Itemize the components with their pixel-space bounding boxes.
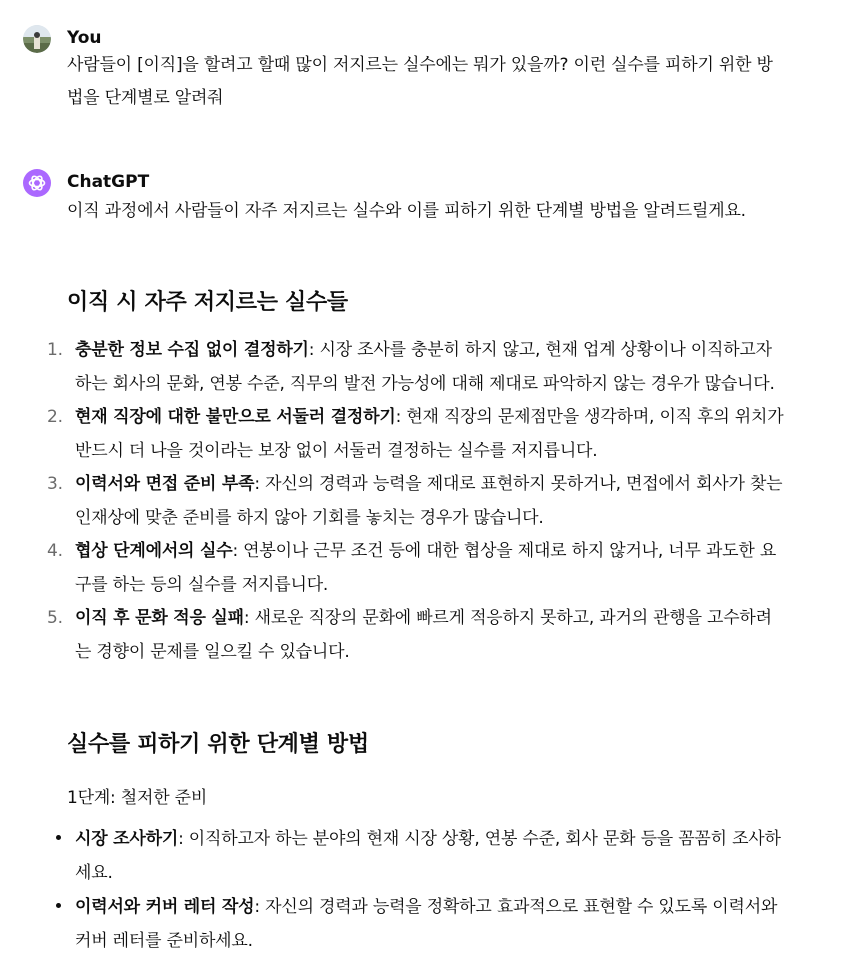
user-message-text: [67, 49, 787, 115]
section-heading-steps-wrap: [67, 730, 787, 760]
user-author-name: You: [67, 28, 102, 48]
mistake-title: 협상 단계에서의 실수: [75, 541, 233, 561]
mistake-item: [47, 334, 787, 401]
list-number: 5.: [47, 608, 63, 628]
step1-list-wrap: [67, 822, 787, 958]
user-avatar-photo-icon: [23, 25, 51, 53]
user-prompt: 사람들이 [이직]을 할려고 할때 많이 저지르는 실수에는 뭐가 있을까? 이런 실수를 피하기 위한 방법을 단계별로 알려줘: [67, 55, 773, 108]
mistake-desc: : 시장 조사를 충분히 하지 않고, 현재 업계 상황이나 이직하고자 하는 회사의 문화, 연봉 수준, 직무의 발전 가능성에 대해 제대로 파악하지 않는 경우가 많습니다.: [75, 340, 775, 394]
assistant-author-name: ChatGPT: [67, 172, 150, 192]
list-number: 3.: [47, 474, 63, 494]
mistake-title: 충분한 정보 수집 없이 결정하기: [75, 340, 309, 360]
mistakes-list: [47, 334, 787, 669]
list-number: 4.: [47, 541, 63, 561]
mistake-desc: : 연봉이나 근무 조건 등에 대한 협상을 제대로 하지 않거나, 너무 과도한 요구를 하는 등의 실수를 저지릅니다.: [75, 541, 777, 595]
step-item-desc: : 이직하고자 하는 분야의 현재 시장 상황, 연봉 수준, 회사 문화 등을 꼼꼼히 조사하세요.: [75, 829, 781, 883]
mistake-title: 현재 직장에 대한 불만으로 서둘러 결정하기: [75, 407, 396, 427]
mistake-item: [47, 535, 787, 602]
user-avatar[interactable]: [23, 25, 51, 53]
mistake-title: 이직 후 문화 적응 실패: [75, 608, 244, 628]
step-item-title: 이력서와 커버 레터 작성: [75, 897, 255, 917]
bullet-dot-icon: [56, 835, 61, 840]
mistake-desc: : 현재 직장의 문제점만을 생각하며, 이직 후의 위치가 반드시 더 나을 것이라는 보장 없이 서둘러 결정하는 실수를 저지릅니다.: [75, 407, 784, 461]
mistake-item: [47, 401, 787, 468]
section-heading-mistakes-wrap: [67, 288, 787, 318]
assistant-intro: [67, 195, 787, 228]
section-heading-mistakes: 이직 시 자주 저지르는 실수들: [67, 290, 348, 315]
mistakes-list-wrap: [47, 334, 787, 669]
step-item-desc: : 자신의 경력과 능력을 정확하고 효과적으로 표현할 수 있도록 이력서와 커버 레터를 준비하세요.: [75, 897, 778, 951]
step1-label-wrap: [67, 782, 787, 815]
list-number: 2.: [47, 407, 63, 427]
list-number: 1.: [47, 340, 63, 360]
step-item: [67, 822, 787, 890]
mistake-title: 이력서와 면접 준비 부족: [75, 474, 255, 494]
step-item: [67, 890, 787, 958]
section-heading-steps: 실수를 피하기 위한 단계별 방법: [67, 732, 369, 757]
step1-label: 1단계: 철저한 준비: [67, 788, 208, 808]
mistake-desc: : 자신의 경력과 능력을 제대로 표현하지 못하거나, 면접에서 회사가 찾는 인재상에 맞춘 준비를 하지 않아 기회를 놓치는 경우가 많습니다.: [75, 474, 783, 528]
step1-list: [67, 822, 787, 958]
mistake-item: [47, 468, 787, 535]
openai-logo-icon: [23, 169, 51, 197]
chatgpt-avatar: [23, 169, 51, 197]
assistant-intro-text: 이직 과정에서 사람들이 자주 저지르는 실수와 이를 피하기 위한 단계별 방법을 알려드릴게요.: [67, 201, 746, 221]
bullet-dot-icon: [56, 903, 61, 908]
mistake-desc: : 새로운 직장의 문화에 빠르게 적응하지 못하고, 과거의 관행을 고수하려는 경향이 문제를 일으킬 수 있습니다.: [75, 608, 772, 662]
mistake-item: [47, 602, 787, 669]
step-item-title: 시장 조사하기: [75, 829, 179, 849]
